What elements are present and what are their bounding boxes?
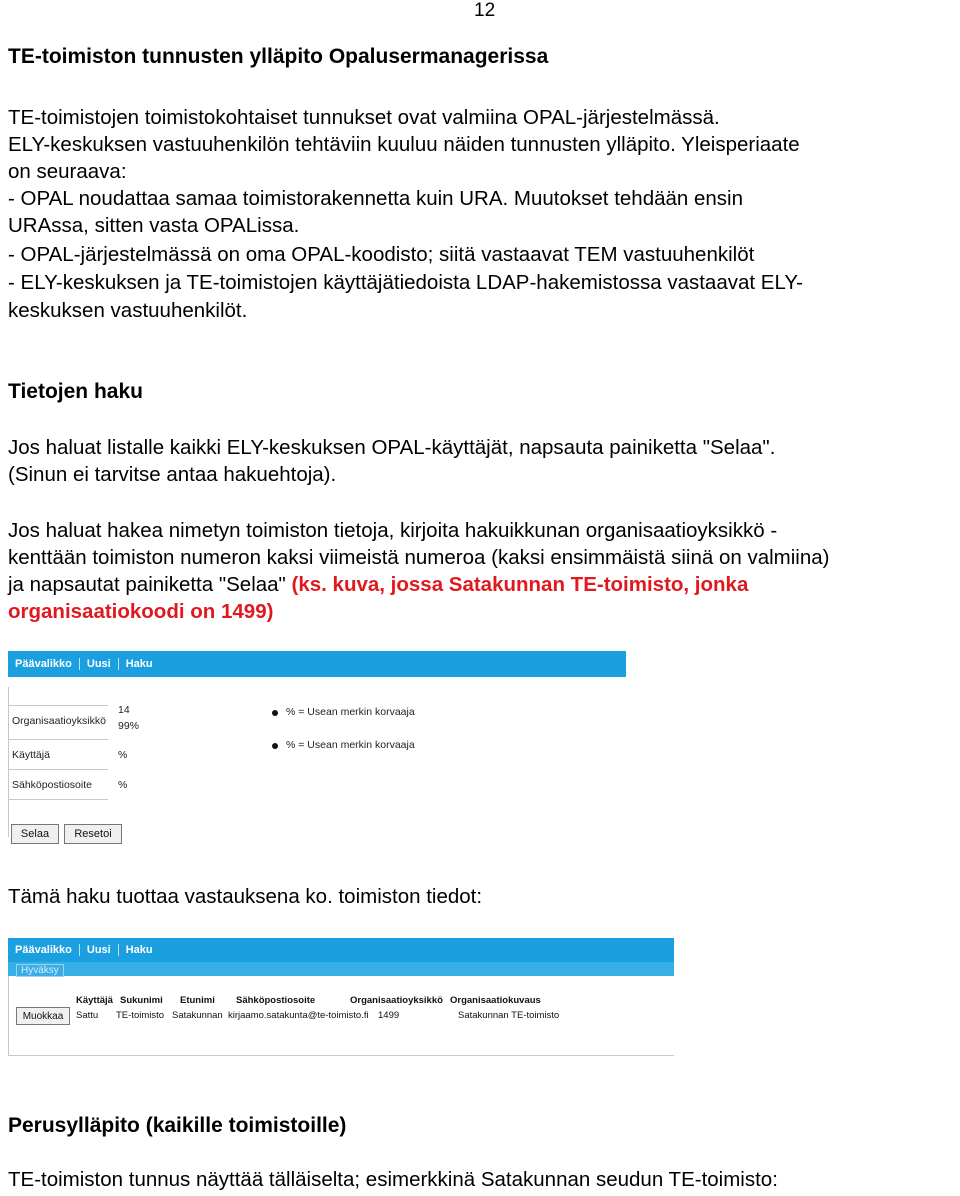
table-cell: kirjaamo.satakunta@te-toimisto.fi	[228, 1010, 369, 1021]
search-form-screenshot	[8, 651, 626, 856]
search-text-line-5	[8, 571, 748, 598]
section-heading-search: Tietojen haku	[8, 380, 143, 403]
intro-line-2: ELY-keskuksen vastuuhenkilön tehtäviin kuuluu näiden tunnusten ylläpito. Yleisperiaate	[8, 133, 800, 156]
search-form	[8, 687, 423, 847]
table-cell: Sattu	[76, 1010, 99, 1021]
search-text-red-line-2: organisaatiokoodi on 1499)	[8, 600, 274, 623]
user-label: Käyttäjä	[12, 749, 50, 761]
search-text-red: (ks. kuva, jossa Satakunnan TE-toimisto, jonka	[291, 573, 749, 596]
nav-search[interactable]: Haku	[125, 944, 153, 956]
org-unit-input[interactable]: 99%	[118, 720, 140, 732]
email-input[interactable]: %	[118, 779, 128, 791]
table-cell: 1499	[378, 1010, 400, 1021]
wildcard-hint-1: % = Usean merkin korvaaja	[286, 706, 415, 718]
email-label: Sähköpostiosoite	[12, 779, 92, 791]
search-text-plain: ja napsautat painiketta "Selaa"	[8, 573, 292, 596]
intro-line-5: URAssa, sitten vasta OPALissa.	[8, 214, 300, 237]
maintenance-text: TE-toimiston tunnus näyttää tälläiselta; esimerkkinä Satakunnan seudun TE-toimisto:	[8, 1168, 778, 1191]
page-title: TE-toimiston tunnusten ylläpito Opalusermanagerissa	[8, 45, 549, 68]
nav-new[interactable]: Uusi	[80, 944, 119, 956]
wildcard-hint-2: % = Usean merkin korvaaja	[286, 739, 415, 751]
intro-line-4: - OPAL noudattaa samaa toimistorakennetta kuin URA. Muutokset tehdään ensin	[8, 187, 743, 210]
browse-button[interactable]: Selaa	[11, 824, 59, 844]
intro-line-3: on seuraava:	[8, 160, 127, 183]
intro-line-7: - ELY-keskuksen ja TE-toimistojen käyttäjätiedoista LDAP-hakemistossa vastaavat ELY-	[8, 271, 803, 294]
col-header-org-unit: Organisaatioyksikkö	[350, 995, 443, 1006]
table-cell: TE-toimisto	[116, 1010, 165, 1021]
search-text-line-2: (Sinun ei tarvitse antaa hakuehtoja).	[8, 463, 337, 486]
table-cell: Satakunnan	[172, 1010, 223, 1021]
bullet-icon	[272, 743, 278, 749]
search-text-line-4: kenttään toimiston numeron kaksi viimeistä numeroa (kaksi ensimmäistä siinä on valmiina)	[8, 546, 830, 569]
edit-button[interactable]: Muokkaa	[16, 1007, 70, 1025]
approve-button[interactable]: Hyväksy	[16, 964, 64, 977]
reset-button[interactable]: Resetoi	[64, 824, 122, 844]
result-text: Tämä haku tuottaa vastauksena ko. toimiston tiedot:	[8, 885, 483, 908]
search-navbar	[8, 651, 626, 677]
intro-line-6: - OPAL-järjestelmässä on oma OPAL-koodisto; siitä vastaavat TEM vastuuhenkilöt	[8, 243, 755, 266]
table-cell: Satakunnan TE-toimisto	[458, 1010, 560, 1021]
search-text-line-1: Jos haluat listalle kaikki ELY-keskuksen OPAL-käyttäjät, napsauta painiketta "Selaa".	[8, 436, 776, 459]
intro-line-1: TE-toimistojen toimistokohtaiset tunnukset ovat valmiina OPAL-järjestelmässä.	[8, 106, 720, 129]
col-header-user: Käyttäjä	[76, 995, 113, 1006]
results-navbar	[8, 938, 674, 962]
nav-main-menu[interactable]: Päävalikko	[8, 944, 80, 956]
nav-search[interactable]: Haku	[125, 658, 153, 670]
intro-line-8: keskuksen vastuuhenkilöt.	[8, 299, 248, 322]
results-toolbar	[8, 962, 674, 976]
bullet-icon	[272, 710, 278, 716]
nav-new[interactable]: Uusi	[80, 658, 119, 670]
org-unit-input-prefix[interactable]: 14	[118, 704, 130, 716]
col-header-lastname: Sukunimi	[120, 995, 163, 1006]
col-header-email: Sähköpostiosoite	[236, 995, 316, 1006]
user-input[interactable]: %	[118, 749, 128, 761]
search-results-screenshot	[8, 938, 674, 1060]
col-header-firstname: Etunimi	[180, 995, 215, 1006]
page-number: 12	[474, 0, 496, 21]
search-text-line-3: Jos haluat hakea nimetyn toimiston tietoja, kirjoita hakuikkunan organisaatioyksikkö -	[8, 519, 778, 542]
section-heading-maintenance: Perusylläpito (kaikille toimistoille)	[8, 1114, 347, 1137]
nav-main-menu[interactable]: Päävalikko	[8, 658, 80, 670]
org-unit-label: Organisaatioyksikkö	[12, 715, 106, 727]
col-header-org-desc: Organisaatiokuvaus	[450, 995, 541, 1006]
